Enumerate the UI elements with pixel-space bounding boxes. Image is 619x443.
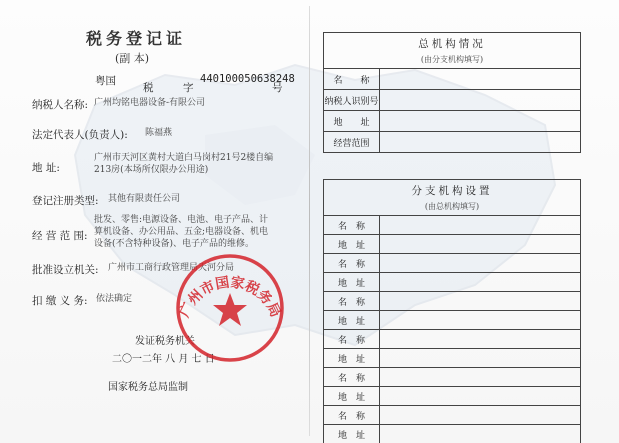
branch-name-row — [324, 216, 581, 235]
branch-address-row — [324, 425, 581, 443]
branches-header — [324, 180, 581, 216]
head-office-scope-label: 经营范围 — [324, 132, 380, 153]
reg-type-label: 登记注册类型: — [32, 195, 99, 207]
branch-name-value — [380, 406, 581, 425]
branch-name-label: 名 称 — [324, 368, 380, 387]
branch-address-label: 地 址 — [324, 311, 380, 330]
branch-name-label: 名 称 — [324, 406, 380, 425]
branch-name-row — [324, 406, 581, 425]
center-fold — [309, 6, 310, 436]
issue-date: 二〇一二年 八 月 七 日 — [112, 354, 215, 365]
branch-address-row — [324, 235, 581, 254]
branch-name-label: 名 称 — [324, 216, 380, 235]
branch-address-label: 地 址 — [324, 273, 380, 292]
branch-name-row — [324, 330, 581, 349]
tax-prefix: 粤国 — [95, 75, 116, 87]
branch-name-row — [324, 368, 581, 387]
head-office-taxid-value — [380, 90, 581, 111]
official-seal-stamp — [170, 248, 290, 368]
branch-address-row — [324, 387, 581, 406]
branch-address-value — [380, 235, 581, 254]
head-office-name-value — [380, 69, 581, 90]
certificate-right-panel — [323, 32, 581, 443]
tax-label-b: 字 — [183, 82, 194, 94]
branch-address-row — [324, 273, 581, 292]
tax-label-a: 税 — [143, 82, 154, 94]
branches-note: (由总机构填写) — [424, 202, 480, 211]
address-value: 广州市天河区黄村大道白马岗村21号2楼自编213房(本场所仅限办公用途) — [94, 153, 274, 175]
legal-rep-value: 陈福燕 — [145, 128, 173, 138]
branch-name-label: 名 称 — [324, 292, 380, 311]
withholding-value: 依法确定 — [96, 294, 133, 304]
branch-rows — [324, 216, 581, 443]
head-office-address-value — [380, 111, 581, 132]
branch-address-value — [380, 311, 581, 330]
branch-address-label: 地 址 — [324, 425, 380, 443]
branch-address-label: 地 址 — [324, 349, 380, 368]
head-office-scope-value — [380, 132, 581, 153]
branch-address-value — [380, 349, 581, 368]
branch-address-label: 地 址 — [324, 235, 380, 254]
approval-authority-value: 广州市工商行政管理局天河分局 — [108, 263, 235, 273]
table-spacer — [324, 153, 581, 180]
reg-type-value: 其他有限责任公司 — [108, 194, 181, 204]
certificate-subtitle: (副 本) — [115, 52, 150, 65]
branch-address-label: 地 址 — [324, 387, 380, 406]
taxpayer-name-label: 纳税人名称: — [32, 99, 89, 111]
branch-name-label: 名 称 — [324, 330, 380, 349]
branch-name-value — [380, 216, 581, 235]
business-scope-value: 批发、零售:电源设备、电池、电子产品、计算机设备、办公用品、五金;电器设备、机电设备(不含特种设备)、电子产品的维修。 — [94, 215, 269, 249]
branch-name-row — [324, 254, 581, 273]
approval-authority-label: 批准设立机关: — [32, 264, 99, 276]
taxpayer-name-value: 广州均铭电器设备-有限公司 — [94, 98, 206, 108]
branch-name-value — [380, 292, 581, 311]
branch-address-value — [380, 425, 581, 443]
branch-address-value — [380, 273, 581, 292]
certificate-left-panel — [0, 0, 308, 443]
head-office-note: (由分支机构填写) — [420, 55, 484, 64]
branch-address-row — [324, 349, 581, 368]
tax-suffix: 号 — [272, 82, 283, 94]
tax-number: 440100050638248 — [200, 73, 295, 85]
footer-text: 国家税务总局监制 — [108, 382, 188, 393]
head-office-name-label: 名 称 — [324, 69, 380, 90]
seal-star-icon — [213, 293, 247, 326]
head-office-address-label: 地 址 — [324, 111, 380, 132]
branch-address-value — [380, 387, 581, 406]
seal-text: 广州市国家税务局 — [177, 275, 283, 320]
branch-name-value — [380, 368, 581, 387]
legal-rep-label: 法定代表人(负责人): — [32, 129, 128, 141]
branch-name-value — [380, 254, 581, 273]
branch-name-value — [380, 330, 581, 349]
issuer-label: 发证税务机关 — [135, 336, 195, 347]
head-office-header — [324, 33, 581, 69]
head-office-title: 总机构情况 — [418, 38, 486, 50]
address-label: 地 址: — [32, 162, 60, 174]
head-office-table — [323, 32, 581, 443]
branch-address-row — [324, 311, 581, 330]
branch-name-row — [324, 292, 581, 311]
withholding-label: 扣 缴 义 务: — [32, 295, 88, 307]
branch-name-label: 名 称 — [324, 254, 380, 273]
branches-title: 分支机构设置 — [411, 185, 493, 197]
certificate-title: 税务登记证 — [86, 29, 187, 48]
business-scope-label: 经 营 范 围: — [32, 230, 88, 242]
head-office-taxid-label: 纳税人识别号 — [324, 90, 380, 111]
